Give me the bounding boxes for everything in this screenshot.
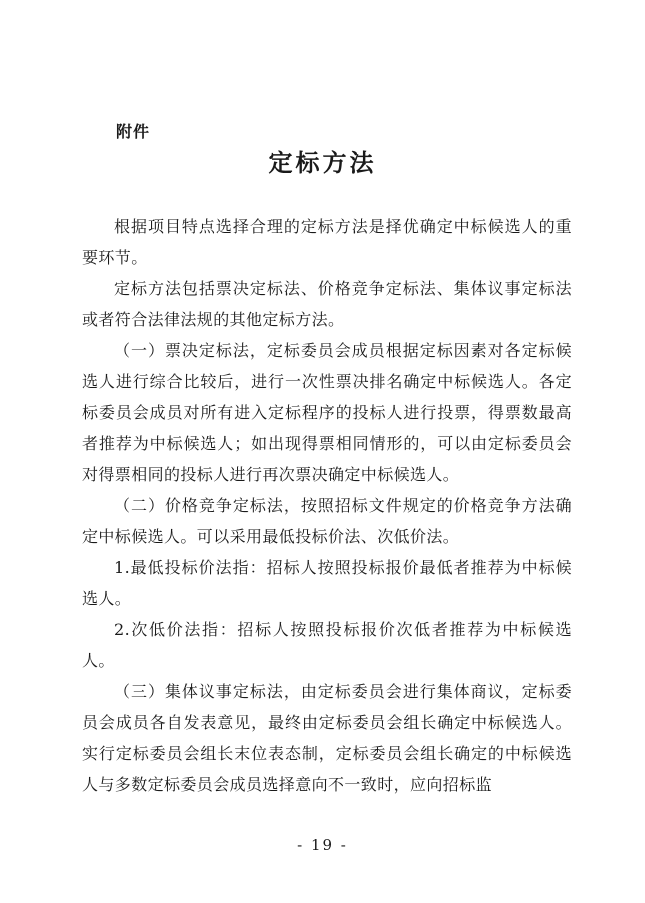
- document-body: [82, 211, 572, 800]
- paragraph: （三）集体议事定标法，由定标委员会进行集体商议，定标委员会成员各自发表意见，最终由定标委员会组长确定中标候选人。实行定标委员会组长末位表态制，定标委员会组长确定的中标候选人与多数定标委员会成员选择意向不一致时，应向招标监: [82, 682, 572, 794]
- paragraph: （二）价格竞争定标法，按照招标文件规定的价格竞争方法确定中标候选人。可以采用最低投标价法、次低价法。: [82, 496, 572, 546]
- paragraph: 2.次低价法指：招标人按照投标报价次低者推荐为中标候选人。: [82, 620, 572, 670]
- attachment-label: 附件: [116, 122, 151, 141]
- paragraph: 定标方法包括票决定标法、价格竞争定标法、集体议事定标法或者符合法律法规的其他定标方法。: [82, 279, 572, 329]
- paragraph: （一）票决定标法，定标委员会成员根据定标因素对各定标候选人进行综合比较后，进行一次性票决排名确定中标候选人。各定标委员会成员对所有进入定标程序的投标人进行投票，得票数最高者推荐为中标候选人；如出现得票相同情形的，可以由定标委员会对得票相同的投标人进行再次票决确定中标候选人。: [82, 341, 572, 484]
- paragraph: 1.最低投标价法指：招标人按照投标报价最低者推荐为中标候选人。: [82, 558, 572, 608]
- page-number: - 19 -: [297, 836, 348, 854]
- paragraph: 根据项目特点选择合理的定标方法是择优确定中标候选人的重要环节。: [82, 217, 572, 267]
- page-title: 定标方法: [268, 149, 377, 177]
